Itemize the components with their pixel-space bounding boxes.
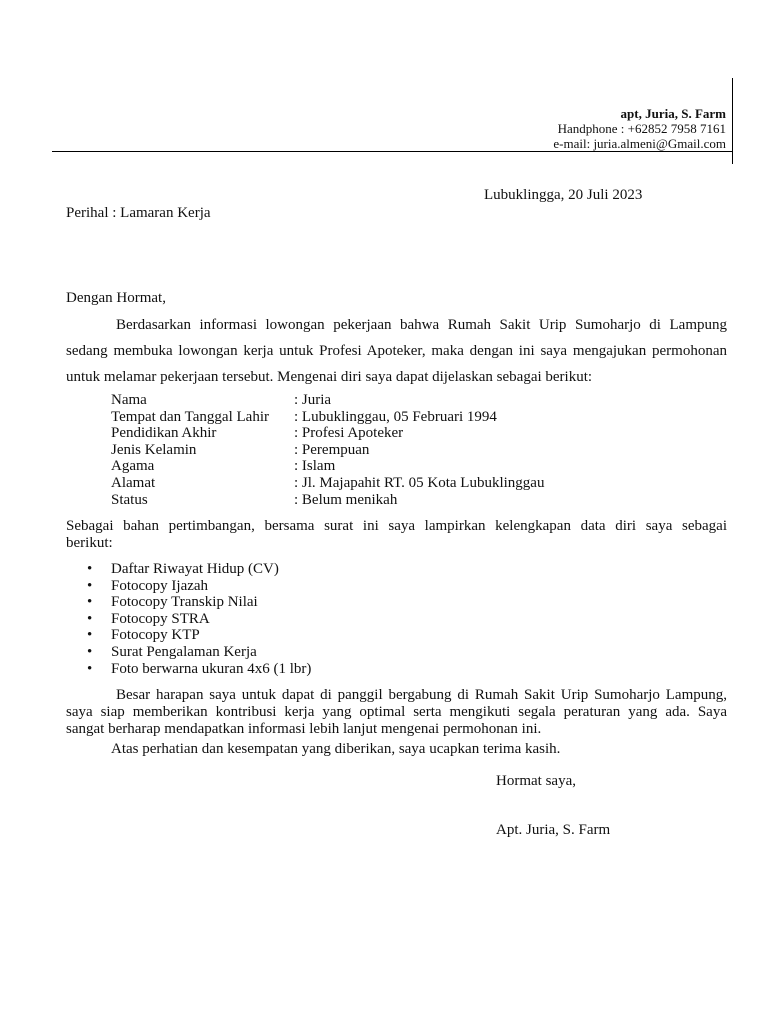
personal-data-value: : Jl. Majapahit RT. 05 Kota Lubuklinggau <box>294 474 545 491</box>
letter-subject: Perihal : Lamaran Kerja <box>66 205 211 221</box>
bullet-icon: • <box>87 594 93 611</box>
bullet-icon: • <box>87 627 93 644</box>
bullet-icon: • <box>87 561 93 577</box>
sender-email: e-mail: juria.almeni@Gmail.com <box>553 136 726 151</box>
attachment-label: Fotocopy KTP <box>111 627 200 644</box>
personal-data-table <box>111 392 544 508</box>
bullet-icon: • <box>87 643 93 660</box>
attachment-label: Fotocopy STRA <box>111 610 210 627</box>
personal-data-value: : Lubuklinggau, 05 Februari 1994 <box>294 408 497 425</box>
personal-data-value: : Juria <box>294 392 332 408</box>
opening-line: untuk melamar pekerjaan tersebut. Mengenai diri saya dapat dijelaskan sebagai berikut: <box>66 369 593 385</box>
personal-data-key: Agama <box>111 458 155 475</box>
opening-line: sedang membuka lowongan kerja untuk Profesi Apoteker, maka dengan ini saya mengajukan permohonan <box>66 343 727 359</box>
attachment-item <box>87 644 311 661</box>
attachment-label: Fotocopy Ijazah <box>111 577 209 594</box>
personal-data-key: Status <box>111 491 148 508</box>
hope-line: saya siap memberikan kontribusi kerja yang optimal serta mengikuti segala peraturan yang ada. Saya <box>66 704 727 720</box>
hope-line: sangat berharap mendapatkan informasi lebih lanjut mengenai permohonan ini. <box>66 721 542 737</box>
personal-data-row <box>111 458 544 475</box>
signer-name: Apt. Juria, S. Farm <box>496 822 611 838</box>
personal-data-row <box>111 392 544 409</box>
attachment-label: Daftar Riwayat Hidup (CV) <box>111 561 279 577</box>
personal-data-row <box>111 475 544 492</box>
personal-data-key: Alamat <box>111 474 156 491</box>
attachment-item <box>87 611 311 628</box>
personal-data-value: : Islam <box>294 458 336 475</box>
attachment-item <box>87 661 311 678</box>
attachment-label: Fotocopy Transkip Nilai <box>111 594 258 611</box>
letter-date: Lubuklingga, 20 Juli 2023 <box>484 187 643 203</box>
personal-data-key: Nama <box>111 392 147 408</box>
hope-paragraph <box>66 687 727 738</box>
personal-data-row <box>111 492 544 509</box>
bullet-icon: • <box>87 610 93 627</box>
attachment-item <box>87 561 311 578</box>
personal-data-row <box>111 442 544 459</box>
personal-data-row <box>111 425 544 442</box>
attachment-item <box>87 578 311 595</box>
attachment-label: Foto berwarna ukuran 4x6 (1 lbr) <box>111 660 312 677</box>
sender-phone: Handphone : +62852 7958 7161 <box>557 121 726 136</box>
personal-data-key: Jenis Kelamin <box>111 441 197 458</box>
regards: Hormat saya, <box>496 773 576 789</box>
personal-data-row <box>111 409 544 426</box>
letter-greeting: Dengan Hormat, <box>66 290 166 306</box>
sender-name: apt, Juria, S. Farm <box>620 106 726 121</box>
closing-sentence: Atas perhatian dan kesempatan yang diberikan, saya ucapkan terima kasih. <box>111 741 561 757</box>
personal-data-key: Tempat dan Tanggal Lahir <box>111 408 269 425</box>
attachments-list <box>87 561 311 677</box>
attachments-intro-line: berikut: <box>66 535 113 551</box>
opening-paragraph <box>66 316 727 394</box>
opening-line: Berdasarkan informasi lowongan pekerjaan bahwa Rumah Sakit Urip Sumoharjo di Lampung <box>116 317 727 333</box>
bullet-icon: • <box>87 577 93 594</box>
attachments-intro-line: Sebagai bahan pertimbangan, bersama surat ini saya lampirkan kelengkapan data diri saya sebagai <box>66 518 727 534</box>
personal-data-key: Pendidikan Akhir <box>111 425 217 442</box>
attachment-label: Surat Pengalaman Kerja <box>111 643 257 660</box>
personal-data-value: : Perempuan <box>294 441 370 458</box>
bullet-icon: • <box>87 660 93 677</box>
hope-line: Besar harapan saya untuk dapat di panggil bergabung di Rumah Sakit Urip Sumoharjo Lampung, <box>116 687 727 703</box>
attachment-item <box>87 627 311 644</box>
personal-data-value: : Profesi Apoteker <box>294 425 404 442</box>
personal-data-value: : Belum menikah <box>294 491 398 508</box>
attachments-intro <box>66 518 727 552</box>
attachment-item <box>87 594 311 611</box>
